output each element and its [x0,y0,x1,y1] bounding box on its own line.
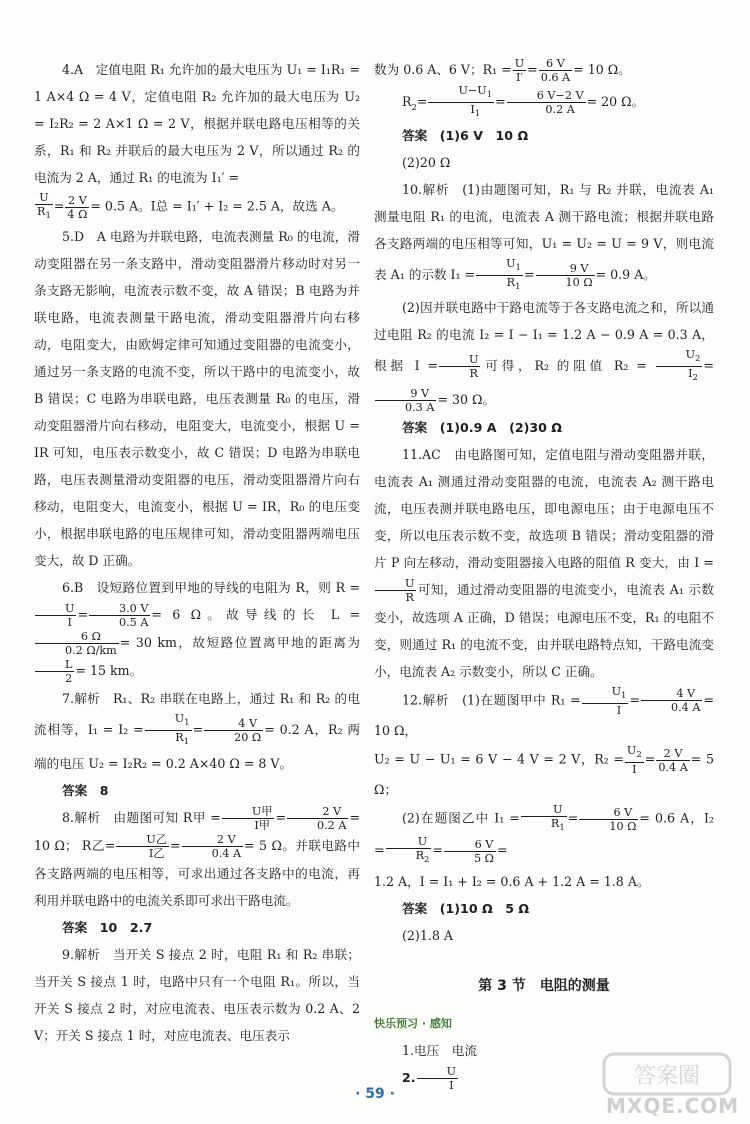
watermark-box-text: 答案圈 [633,1064,701,1089]
answer-10-result: 答案 (1)0.9 A (2)30 Ω [402,419,562,435]
answer-6: 6.B 设短路位置到甲地的导线的电阻为 R，则 R = $\frac{U}{I}$ = $\frac{3.0 V}{0.5 A}$ = 6 Ω。故导线的长 L = $\frac{6 \Omega}{0.2 \Omega/km}$ = 30 km，故短路位置离甲地的距离为 $\frac{L}{2}$ = 15 km。 [34,574,360,685]
answer-11: 11.AC 由电路图可知，定值电阻与滑动变阻器并联，电流表 A₁ 测通过滑动变阻器的电流，电流表 A₂ 测干路电流，电压表测并联电路电压，即电源电压；由于电源电压不变，所以电压表示数不变，故选项 B 错误；滑动变阻器的滑片 P 向左移动，滑动变阻器接入电路的阻值 R 变大，由 I = $\frac{U}{R}$ 可知，通过滑动变阻器的电流变小，电流表 A₁ 示数变小，故选项 A 正确，D 错误；电源电压不变，R₁ 的电阻不变，则通过 R₁ 的电流不变，由并联电路特点知，干路电流变小，电流表 A₂ 示数变小，所以 C 正确。 [374,446,714,679]
answer-10-part2: (2)因并联电路中干路电流等于各支路电流之和，所以通过电阻 R₂ 的电流 I₂ = I − I₁ = 1.2 A − 0.9 A = 0.3 A，根据 I = $\frac{U}{R}$ 可得，R₂ 的阻值 R₂ = $\frac{U_2}{I_2}$ = $\frac{9 V}{0.3 A}$ = 30 Ω。 [374,300,714,414]
answer-4-cont: $\frac{U}{R_1}$ = $\frac{2 V}{4 \Omega}$ = 0.5 A。I总 = I₁′ + I₂ = 2.5 A，故选 A。 [37,191,344,222]
watermark-text: MXQE.COM [606,1094,740,1118]
answer-7: 7.解析 R₁、R₂ 串联在电路上，通过 R₁ 和 R₂ 的电流相等，I₁ = I₂ = $\frac{U_1}{R_1}$ = $\frac{4 V}{20 \Omega}$ = 0.2 A，R₂ 两端的电压 U₂ = I₂R₂ = 0.2 A×40 Ω = 8 V。 [34,691,361,771]
answer-7-result: 答案 8 [62,782,109,798]
answer-12-total: 1.2 A，I = I₁ + I₂ = 0.6 A + 1.2 A = 1.8 A。 [374,873,650,889]
answer-9-r2: $R_2=$ $\frac{U-U_1}{I_1}$ = $\frac{6 V-2 V}{0.2 A}$ = 20 Ω。 [402,84,645,120]
section-heading: 第 3 节 电阻的测量 [478,977,610,994]
right-column [374,56,714,1092]
answer-8: 8.解析 由题图可知 R甲 = $\frac{\text{U甲}}{\text{I甲}}$ = $\frac{2 V}{0.2 A}$ = 10 Ω； R乙= $\frac{\text{U乙}}{\text{I乙}}$ = $\frac{2 V}{0.4 A}$ = 5 Ω。并联电路中各支路两端的电压相等，可求出通过各支路中的电流，再利用并联电路中的电流关系即可求出干路电流。 [34,804,360,908]
answer-10: 10.解析 (1)由题图可知，R₁ 与 R₂ 并联，电流表 A₁ 测量电阻 R₁ 的电流，电流表 A 测干路电流；根据并联电路各支路两端的电压相等可知，U₁ = U₂ = U = 9 V，则电流表 A₁ 的示数 I₁ = $\frac{U_1}{R_1}$ = $\frac{9 V}{10 \Omega}$ = 0.9 A。 [374,181,714,293]
answer-9-cont: 数为 0.6 A、6 V；R₁ = $\frac{U}{I'}$ = $\frac{6 V}{0.6 A}$ = 10 Ω。 [374,57,631,84]
answer-12: 12.解析 (1)在题图甲中 R₁ = $\frac{U_1}{I}$ = $\frac{4 V}{0.4 A}$ = 10 Ω， [374,684,714,738]
answer-8-result: 答案 10 2.7 [62,919,153,935]
answer-4: 4.A 定值电阻 R₁ 允许加的最大电压为 U₁ = I₁R₁ = 1 A×4 Ω = 4 V，定值电阻 R₂ 允许加的最大电压为 U₂ = I₂R₂ = 2 A×1 Ω = 2 V，根据并联电路电压相等的关系，R₁ 和 R₂ 并联后的最大电压为 2 V，所以通过 R₂ 的电流为 2 A，通过 R₁ 的电流为 I₁′ = [34,62,360,185]
left-column [34,56,360,1049]
answer-12-result-2: (2)1.8 A [402,927,453,943]
answer-9-result: 答案 (1)6 V 10 Ω [402,127,529,143]
answer-12-part2: (2)在题图乙中 I₁ = $\frac{U}{R_1}$ = $\frac{6 V}{10 \Omega}$ = 0.6 A，I₂ = $\frac{U}{R_2}$ = $\frac{6 V}{5 \Omega}$ = [374,803,714,866]
preview-2: 2. $\frac{U}{I}$ [402,1064,456,1092]
preview-1: 1.电压 电流 [402,1042,477,1058]
answer-12-result: 答案 (1)10 Ω 5 Ω [402,900,530,916]
fraction: $\frac{U}{R_1}$ [37,191,51,222]
section-tag: 快乐预习 · 感知 [374,1016,452,1030]
answer-12-r2: U₂ = U − U₁ = 6 V − 4 V = 2 V，R₂ = $\frac{U_2}{I}$ = $\frac{2 V}{0.4 A}$ = 5 Ω； [374,743,714,798]
answer-9: 9.解析 当开关 S 接点 2 时，电阻 R₁ 和 R₂ 串联；当开关 S 接点 1 时，电路中只有一个电阻 R₁。所以，当开关 S 接点 2 时，对应电流表、电压表示数为 0.2 A、2 V；开关 S 接点 1 时，对应电流表、电压表示 [34,946,360,1043]
page-number: · 59 · [355,1086,395,1102]
answer-9-result-2: (2)20 Ω [402,154,451,170]
answer-5: 5.D A 电路为并联电路，电流表测量 R₀ 的电流，滑动变阻器在另一条支路中，滑动变阻器滑片移动时对另一条支路无影响，电流表示数不变，故 A 错误；B 电路为并联电路，电流表测量干路电流，滑动变阻器滑片向右移动，电阻变大，由欧姆定律可知通过变阻器的电流变小，通过另一条支路的电流不变，所以干路中的电流变小，故 B 错误；C 电路为串联电路，电压表测量 R₀ 的电压，滑动变阻器滑片向右移动，电阻变大，电流变小，根据 U = IR 可知，电压表示数变小，故 C 错误；D 电路为串联电路，电压表测量滑动变阻器的电压，滑动变阻器滑片向右移动，电阻变大，电流变小，根据 U = IR，R₀ 的电压变小，根据串联电路的电压规律可知，滑动变阻器两端电压变大，故 D 正确。 [34,229,360,569]
